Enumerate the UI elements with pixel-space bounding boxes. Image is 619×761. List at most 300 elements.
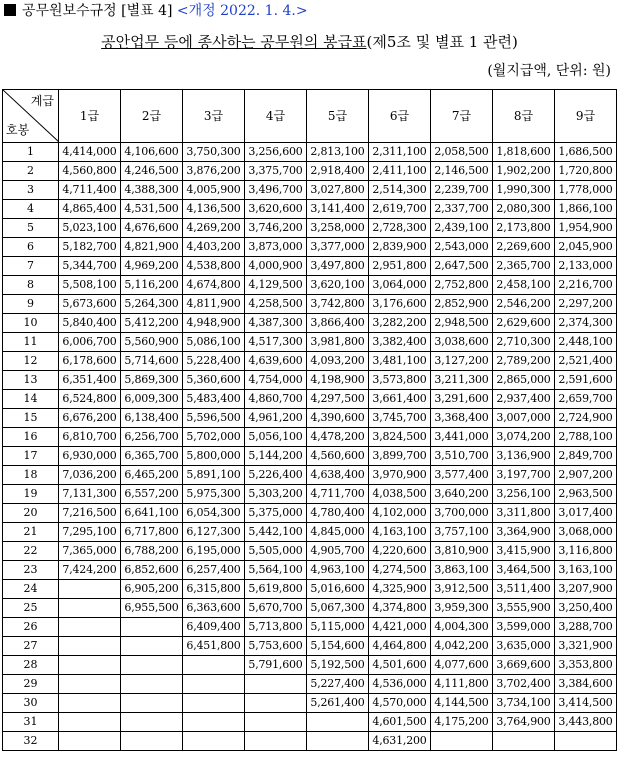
salary-cell: 3,353,800 — [555, 656, 617, 675]
salary-cell: 2,629,600 — [493, 314, 555, 333]
salary-cell: 4,111,800 — [431, 675, 493, 694]
salary-cell — [121, 713, 183, 732]
salary-cell: 3,136,900 — [493, 447, 555, 466]
salary-cell — [121, 637, 183, 656]
step-cell: 1 — [3, 143, 59, 162]
salary-cell: 3,669,600 — [493, 656, 555, 675]
salary-cell — [245, 694, 307, 713]
salary-cell: 3,702,400 — [493, 675, 555, 694]
salary-cell: 6,676,200 — [59, 409, 121, 428]
salary-cell: 5,800,000 — [183, 447, 245, 466]
salary-cell: 2,619,700 — [369, 200, 431, 219]
salary-cell: 2,907,200 — [555, 466, 617, 485]
salary-cell: 6,955,500 — [121, 599, 183, 618]
salary-cell: 4,639,600 — [245, 352, 307, 371]
step-cell: 4 — [3, 200, 59, 219]
salary-cell: 1,954,900 — [555, 219, 617, 238]
salary-cell: 3,876,200 — [183, 162, 245, 181]
salary-cell: 4,175,200 — [431, 713, 493, 732]
salary-cell: 6,315,800 — [183, 580, 245, 599]
salary-cell: 2,951,800 — [369, 257, 431, 276]
salary-cell: 3,027,800 — [307, 181, 369, 200]
salary-cell: 4,961,200 — [245, 409, 307, 428]
salary-cell: 5,791,600 — [245, 656, 307, 675]
salary-cell: 2,710,300 — [493, 333, 555, 352]
salary-cell: 5,891,100 — [183, 466, 245, 485]
salary-cell: 5,670,700 — [245, 599, 307, 618]
salary-cell: 3,256,600 — [245, 143, 307, 162]
salary-cell: 4,517,300 — [245, 333, 307, 352]
salary-cell: 4,005,900 — [183, 181, 245, 200]
salary-cell: 4,538,800 — [183, 257, 245, 276]
salary-cell: 3,377,000 — [307, 238, 369, 257]
salary-cell: 3,127,200 — [431, 352, 493, 371]
step-cell: 18 — [3, 466, 59, 485]
salary-cell: 6,127,300 — [183, 523, 245, 542]
grade-header: 5급 — [307, 90, 369, 143]
salary-cell: 2,173,800 — [493, 219, 555, 238]
salary-cell: 3,163,100 — [555, 561, 617, 580]
step-cell: 24 — [3, 580, 59, 599]
salary-cell: 4,860,700 — [245, 390, 307, 409]
salary-cell: 6,256,700 — [121, 428, 183, 447]
table-row — [3, 466, 617, 485]
table-row — [3, 656, 617, 675]
salary-cell — [59, 618, 121, 637]
salary-cell: 5,753,600 — [245, 637, 307, 656]
table-row — [3, 371, 617, 390]
corner-cell — [3, 90, 59, 143]
salary-cell: 1,902,200 — [493, 162, 555, 181]
salary-cell — [121, 675, 183, 694]
salary-cell: 2,937,400 — [493, 390, 555, 409]
salary-cell: 4,403,200 — [183, 238, 245, 257]
table-row — [3, 599, 617, 618]
salary-cell: 2,133,000 — [555, 257, 617, 276]
salary-cell: 4,531,500 — [121, 200, 183, 219]
salary-cell: 6,351,400 — [59, 371, 121, 390]
salary-cell: 6,054,300 — [183, 504, 245, 523]
salary-cell: 5,086,100 — [183, 333, 245, 352]
salary-cell: 4,388,300 — [121, 181, 183, 200]
salary-cell: 3,064,000 — [369, 276, 431, 295]
title-note: (제5조 및 별표 1 관련) — [366, 33, 518, 51]
salary-cell: 4,865,400 — [59, 200, 121, 219]
salary-cell — [493, 732, 555, 751]
table-row — [3, 694, 617, 713]
salary-cell: 4,129,500 — [245, 276, 307, 295]
salary-cell: 3,742,800 — [307, 295, 369, 314]
salary-cell: 4,258,500 — [245, 295, 307, 314]
salary-cell: 3,497,800 — [307, 257, 369, 276]
salary-cell: 6,363,600 — [183, 599, 245, 618]
salary-cell: 2,239,700 — [431, 181, 493, 200]
salary-cell: 5,442,100 — [245, 523, 307, 542]
table-row — [3, 295, 617, 314]
salary-cell: 2,728,300 — [369, 219, 431, 238]
table-row — [3, 143, 617, 162]
salary-cell: 5,067,300 — [307, 599, 369, 618]
salary-cell — [59, 694, 121, 713]
salary-cell: 6,465,200 — [121, 466, 183, 485]
salary-cell: 4,676,600 — [121, 219, 183, 238]
salary-cell: 4,711,400 — [59, 181, 121, 200]
salary-cell: 4,246,500 — [121, 162, 183, 181]
salary-cell: 4,093,200 — [307, 352, 369, 371]
salary-cell: 3,368,400 — [431, 409, 493, 428]
salary-cell: 1,778,000 — [555, 181, 617, 200]
salary-cell — [183, 675, 245, 694]
salary-cell: 2,839,900 — [369, 238, 431, 257]
salary-cell: 3,384,600 — [555, 675, 617, 694]
salary-cell: 4,038,500 — [369, 485, 431, 504]
salary-cell: 2,374,300 — [555, 314, 617, 333]
table-row — [3, 561, 617, 580]
salary-cell — [121, 618, 183, 637]
salary-cell — [245, 713, 307, 732]
salary-cell: 3,496,700 — [245, 181, 307, 200]
page-title — [0, 33, 619, 51]
salary-cell: 6,557,200 — [121, 485, 183, 504]
salary-cell: 4,198,900 — [307, 371, 369, 390]
salary-cell: 4,969,200 — [121, 257, 183, 276]
salary-cell: 6,195,000 — [183, 542, 245, 561]
salary-cell: 3,511,400 — [493, 580, 555, 599]
salary-cell: 2,146,500 — [431, 162, 493, 181]
salary-cell: 2,521,400 — [555, 352, 617, 371]
salary-cell: 4,274,500 — [369, 561, 431, 580]
salary-cell — [555, 732, 617, 751]
salary-cell — [183, 732, 245, 751]
salary-cell: 5,056,100 — [245, 428, 307, 447]
salary-cell — [245, 732, 307, 751]
salary-cell: 5,840,400 — [59, 314, 121, 333]
title-main: 공안업무 등에 종사하는 공무원의 봉급표 — [101, 33, 367, 51]
salary-cell: 5,016,600 — [307, 580, 369, 599]
salary-cell: 2,045,900 — [555, 238, 617, 257]
salary-cell: 3,620,600 — [245, 200, 307, 219]
salary-cell: 4,004,300 — [431, 618, 493, 637]
step-cell: 5 — [3, 219, 59, 238]
salary-cell: 4,102,000 — [369, 504, 431, 523]
salary-cell: 2,724,900 — [555, 409, 617, 428]
salary-cell: 5,344,700 — [59, 257, 121, 276]
salary-cell: 3,068,000 — [555, 523, 617, 542]
salary-cell: 1,866,100 — [555, 200, 617, 219]
salary-cell: 4,638,400 — [307, 466, 369, 485]
table-row — [3, 618, 617, 637]
salary-cell: 6,365,700 — [121, 447, 183, 466]
salary-cell: 4,811,900 — [183, 295, 245, 314]
salary-cell: 1,720,800 — [555, 162, 617, 181]
salary-cell: 3,074,200 — [493, 428, 555, 447]
step-cell: 21 — [3, 523, 59, 542]
salary-cell: 4,845,000 — [307, 523, 369, 542]
amendment-link[interactable]: <개정 2022. 1. 4.> — [176, 3, 308, 19]
salary-cell: 5,115,000 — [307, 618, 369, 637]
salary-cell: 3,745,700 — [369, 409, 431, 428]
salary-cell: 2,852,900 — [431, 295, 493, 314]
salary-cell: 4,106,600 — [121, 143, 183, 162]
salary-cell: 5,375,000 — [245, 504, 307, 523]
salary-cell: 6,930,000 — [59, 447, 121, 466]
salary-cell: 5,226,400 — [245, 466, 307, 485]
salary-cell: 2,546,200 — [493, 295, 555, 314]
salary-cell: 2,647,500 — [431, 257, 493, 276]
salary-cell — [121, 732, 183, 751]
step-cell: 31 — [3, 713, 59, 732]
step-cell: 32 — [3, 732, 59, 751]
salary-cell: 4,163,100 — [369, 523, 431, 542]
salary-cell: 3,464,500 — [493, 561, 555, 580]
salary-cell: 4,000,900 — [245, 257, 307, 276]
salary-cell: 4,390,600 — [307, 409, 369, 428]
table-header-row — [3, 90, 617, 143]
table-row — [3, 181, 617, 200]
salary-cell: 3,959,300 — [431, 599, 493, 618]
salary-cell: 6,641,100 — [121, 504, 183, 523]
salary-cell: 2,849,700 — [555, 447, 617, 466]
table-row — [3, 352, 617, 371]
salary-cell: 7,424,200 — [59, 561, 121, 580]
salary-cell: 2,514,300 — [369, 181, 431, 200]
salary-cell: 3,443,800 — [555, 713, 617, 732]
table-row — [3, 504, 617, 523]
step-cell: 14 — [3, 390, 59, 409]
step-cell: 6 — [3, 238, 59, 257]
salary-cell: 6,257,400 — [183, 561, 245, 580]
salary-cell: 1,686,500 — [555, 143, 617, 162]
salary-cell: 3,912,500 — [431, 580, 493, 599]
salary-cell: 6,788,200 — [121, 542, 183, 561]
step-cell: 22 — [3, 542, 59, 561]
salary-cell: 4,948,900 — [183, 314, 245, 333]
salary-cell: 3,873,000 — [245, 238, 307, 257]
salary-cell: 4,905,700 — [307, 542, 369, 561]
salary-cell: 3,640,200 — [431, 485, 493, 504]
step-cell: 19 — [3, 485, 59, 504]
salary-cell: 4,269,200 — [183, 219, 245, 238]
salary-cell: 3,746,200 — [245, 219, 307, 238]
salary-cell: 2,337,700 — [431, 200, 493, 219]
salary-cell: 4,560,600 — [307, 447, 369, 466]
salary-cell: 3,764,900 — [493, 713, 555, 732]
salary-cell: 4,464,800 — [369, 637, 431, 656]
salary-cell: 2,458,100 — [493, 276, 555, 295]
salary-cell: 3,635,000 — [493, 637, 555, 656]
corner-label-grade: 계급 — [30, 94, 54, 108]
step-cell: 16 — [3, 428, 59, 447]
step-cell: 28 — [3, 656, 59, 675]
document-header — [4, 2, 308, 20]
salary-cell — [59, 599, 121, 618]
salary-cell: 5,713,800 — [245, 618, 307, 637]
salary-cell: 2,963,500 — [555, 485, 617, 504]
salary-cell: 2,591,600 — [555, 371, 617, 390]
header-label: 공무원보수규정 [별표 4] — [22, 3, 173, 19]
salary-cell: 5,116,200 — [121, 276, 183, 295]
salary-cell: 3,288,700 — [555, 618, 617, 637]
step-cell: 12 — [3, 352, 59, 371]
step-cell: 13 — [3, 371, 59, 390]
salary-cell: 2,448,100 — [555, 333, 617, 352]
salary-cell: 3,863,100 — [431, 561, 493, 580]
salary-cell: 2,789,200 — [493, 352, 555, 371]
salary-cell: 6,409,400 — [183, 618, 245, 637]
salary-cell: 4,077,600 — [431, 656, 493, 675]
table-row — [3, 219, 617, 238]
step-cell: 10 — [3, 314, 59, 333]
salary-cell: 5,303,200 — [245, 485, 307, 504]
step-cell: 30 — [3, 694, 59, 713]
step-cell: 2 — [3, 162, 59, 181]
salary-cell: 3,441,000 — [431, 428, 493, 447]
salary-cell: 1,990,300 — [493, 181, 555, 200]
salary-cell: 5,227,400 — [307, 675, 369, 694]
salary-cell — [59, 656, 121, 675]
grade-header: 9급 — [555, 90, 617, 143]
table-row — [3, 637, 617, 656]
salary-cell: 3,007,000 — [493, 409, 555, 428]
table-row — [3, 333, 617, 352]
salary-cell: 3,757,100 — [431, 523, 493, 542]
grade-header: 4급 — [245, 90, 307, 143]
step-cell: 27 — [3, 637, 59, 656]
salary-cell: 4,601,500 — [369, 713, 431, 732]
salary-cell: 3,017,400 — [555, 504, 617, 523]
salary-cell: 5,144,200 — [245, 447, 307, 466]
salary-cell: 3,321,900 — [555, 637, 617, 656]
salary-cell: 3,382,400 — [369, 333, 431, 352]
salary-cell — [183, 694, 245, 713]
salary-cell: 2,659,700 — [555, 390, 617, 409]
salary-cell: 3,282,200 — [369, 314, 431, 333]
salary-cell: 6,717,800 — [121, 523, 183, 542]
salary-cell: 3,510,700 — [431, 447, 493, 466]
grade-header: 8급 — [493, 90, 555, 143]
salary-cell: 3,250,400 — [555, 599, 617, 618]
salary-cell: 4,536,000 — [369, 675, 431, 694]
table-row — [3, 314, 617, 333]
salary-cell: 4,297,500 — [307, 390, 369, 409]
salary-cell: 3,573,800 — [369, 371, 431, 390]
salary-cell: 5,154,600 — [307, 637, 369, 656]
table-row — [3, 200, 617, 219]
salary-cell: 7,216,500 — [59, 504, 121, 523]
table-row — [3, 390, 617, 409]
salary-cell: 2,080,300 — [493, 200, 555, 219]
salary-cell: 6,905,200 — [121, 580, 183, 599]
salary-cell: 6,810,700 — [59, 428, 121, 447]
step-cell: 3 — [3, 181, 59, 200]
table-row — [3, 238, 617, 257]
salary-cell — [307, 732, 369, 751]
salary-cell: 3,555,900 — [493, 599, 555, 618]
salary-cell: 2,543,000 — [431, 238, 493, 257]
salary-cell — [59, 637, 121, 656]
salary-cell: 7,131,300 — [59, 485, 121, 504]
salary-cell: 4,711,700 — [307, 485, 369, 504]
salary-cell: 4,780,400 — [307, 504, 369, 523]
salary-cell: 4,325,900 — [369, 580, 431, 599]
salary-cell: 2,297,200 — [555, 295, 617, 314]
salary-cell: 6,138,400 — [121, 409, 183, 428]
step-cell: 29 — [3, 675, 59, 694]
salary-cell: 3,981,800 — [307, 333, 369, 352]
salary-cell: 6,178,600 — [59, 352, 121, 371]
salary-cell: 3,415,900 — [493, 542, 555, 561]
salary-cell: 6,009,300 — [121, 390, 183, 409]
table-row — [3, 713, 617, 732]
salary-cell: 3,207,900 — [555, 580, 617, 599]
salary-cell: 5,182,700 — [59, 238, 121, 257]
salary-cell — [59, 732, 121, 751]
salary-cell: 4,963,100 — [307, 561, 369, 580]
salary-cell: 3,141,400 — [307, 200, 369, 219]
salary-cell — [245, 675, 307, 694]
salary-cell: 7,365,000 — [59, 542, 121, 561]
salary-cell: 5,596,500 — [183, 409, 245, 428]
salary-cell: 6,524,800 — [59, 390, 121, 409]
salary-cell: 3,824,500 — [369, 428, 431, 447]
salary-cell: 4,674,800 — [183, 276, 245, 295]
table-row — [3, 732, 617, 751]
salary-cell: 5,560,900 — [121, 333, 183, 352]
table-row — [3, 542, 617, 561]
grade-header: 3급 — [183, 90, 245, 143]
salary-cell: 4,220,600 — [369, 542, 431, 561]
salary-cell: 2,058,500 — [431, 143, 493, 162]
grade-header: 7급 — [431, 90, 493, 143]
salary-cell: 3,481,100 — [369, 352, 431, 371]
salary-cell: 3,311,800 — [493, 504, 555, 523]
salary-cell: 5,564,100 — [245, 561, 307, 580]
table-row — [3, 580, 617, 599]
salary-cell: 4,754,000 — [245, 371, 307, 390]
salary-cell: 4,570,000 — [369, 694, 431, 713]
salary-cell: 3,866,400 — [307, 314, 369, 333]
salary-cell: 3,810,900 — [431, 542, 493, 561]
salary-cell: 6,006,700 — [59, 333, 121, 352]
salary-cell: 4,414,000 — [59, 143, 121, 162]
salary-cell: 3,414,500 — [555, 694, 617, 713]
salary-cell: 5,483,400 — [183, 390, 245, 409]
table-row — [3, 409, 617, 428]
step-cell: 11 — [3, 333, 59, 352]
salary-cell: 4,501,600 — [369, 656, 431, 675]
step-cell: 23 — [3, 561, 59, 580]
step-cell: 25 — [3, 599, 59, 618]
salary-cell: 3,700,000 — [431, 504, 493, 523]
salary-cell: 3,258,000 — [307, 219, 369, 238]
salary-cell: 3,375,700 — [245, 162, 307, 181]
salary-cell: 5,505,000 — [245, 542, 307, 561]
salary-cell: 7,295,100 — [59, 523, 121, 542]
salary-cell: 3,599,000 — [493, 618, 555, 637]
salary-cell: 3,176,600 — [369, 295, 431, 314]
salary-cell — [183, 713, 245, 732]
table-row — [3, 523, 617, 542]
salary-cell: 3,970,900 — [369, 466, 431, 485]
step-cell: 7 — [3, 257, 59, 276]
salary-cell: 2,918,400 — [307, 162, 369, 181]
salary-cell: 3,620,100 — [307, 276, 369, 295]
grade-header: 2급 — [121, 90, 183, 143]
salary-cell: 3,364,900 — [493, 523, 555, 542]
salary-cell: 5,508,100 — [59, 276, 121, 295]
salary-cell — [431, 732, 493, 751]
salary-cell: 5,673,600 — [59, 295, 121, 314]
